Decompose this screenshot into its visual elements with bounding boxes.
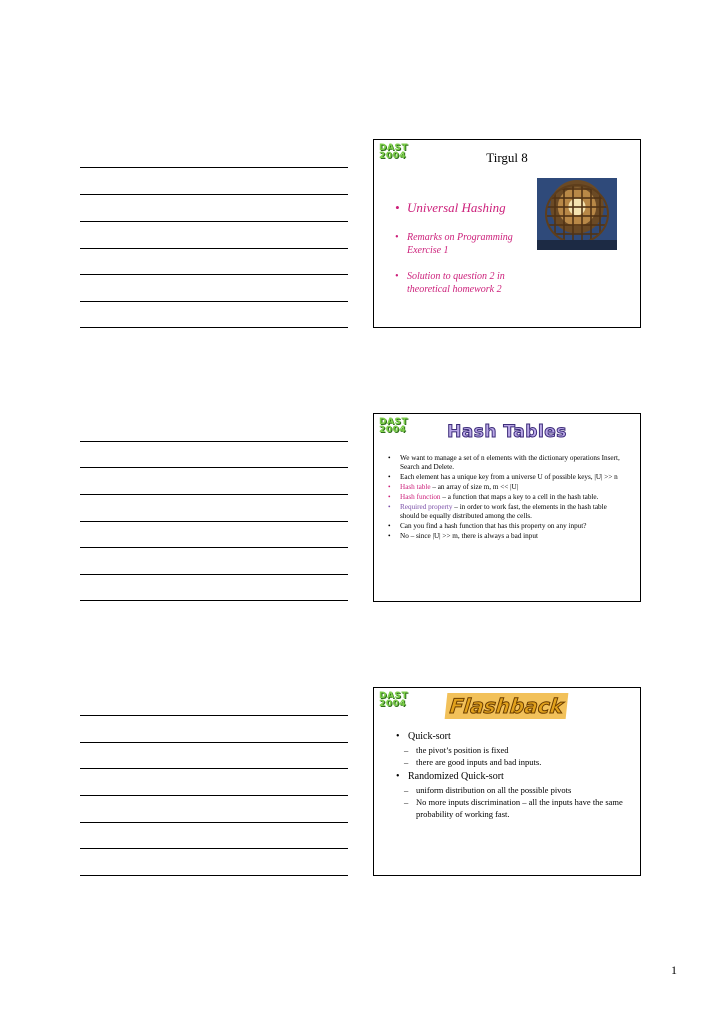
note-line xyxy=(80,547,348,548)
bullet-quick-sort: • Quick-sort xyxy=(396,731,451,742)
note-line xyxy=(80,742,348,743)
note-line xyxy=(80,875,348,876)
bullet-randomized-quick-sort: • Randomized Quick-sort xyxy=(396,771,504,782)
slide-title: Hash Tables xyxy=(447,422,567,442)
note-line xyxy=(80,301,348,302)
note-line xyxy=(80,467,348,468)
note-line xyxy=(80,327,348,328)
note-line xyxy=(80,441,348,442)
note-line xyxy=(80,248,348,249)
slide-3-bullets xyxy=(396,730,628,820)
dast-logo: DAST 2004 xyxy=(379,143,409,161)
slide-title: Flashback xyxy=(374,693,640,719)
note-line xyxy=(80,521,348,522)
bullet-item: • No – since |U| >> m, there is always a bad input xyxy=(388,532,538,540)
bullet-item: • Each element has a unique key from a universe U of possible keys, |U| >> n xyxy=(388,473,618,481)
dast-logo: DAST 2004 xyxy=(379,417,409,435)
page-number: 1 xyxy=(671,963,677,977)
slide-2-bullets xyxy=(388,454,626,541)
slide-1 xyxy=(373,139,641,328)
note-line xyxy=(80,574,348,575)
globe-sculpture-photo xyxy=(537,178,617,250)
note-line xyxy=(80,274,348,275)
bullet-item: • We want to manage a set of n elements with the dictionary operations Insert, Search and Delete. xyxy=(388,454,620,471)
note-line xyxy=(80,768,348,769)
note-line xyxy=(80,600,348,601)
bullet-hash-function: • Hash function – a function that maps a key to a cell in the hash table. xyxy=(388,493,599,501)
note-line xyxy=(80,194,348,195)
note-line xyxy=(80,221,348,222)
note-line xyxy=(80,822,348,823)
slide-3 xyxy=(373,687,641,876)
bullet-remarks: • Remarks on Programming Exercise 1 xyxy=(395,232,513,256)
sub-bullet: – the pivot’s position is fixed xyxy=(404,745,509,755)
slide-1-bullets xyxy=(395,200,540,296)
note-line xyxy=(80,167,348,168)
bullet-item: • Can you find a hash function that has this property on any input? xyxy=(388,522,587,530)
bullet-hash-table: • Hash table – an array of size m, m << |U| xyxy=(388,483,519,491)
slide-2 xyxy=(373,413,641,602)
note-line xyxy=(80,715,348,716)
sub-bullet: – No more inputs discrimination – all the inputs have the same probability of working fast. xyxy=(404,797,623,819)
sub-bullet: – uniform distribution on all the possible pivots xyxy=(404,785,572,795)
note-line xyxy=(80,494,348,495)
bullet-universal-hashing: • Universal Hashing xyxy=(395,200,506,215)
note-line xyxy=(80,795,348,796)
sub-bullet: – there are good inputs and bad inputs. xyxy=(404,757,542,767)
bullet-solution: • Solution to question 2 in theoretical homework 2 xyxy=(395,271,505,295)
dast-logo: DAST 2004 xyxy=(379,691,409,709)
slide-title: Tirgul 8 xyxy=(486,150,528,165)
bullet-required-property: • Required property – in order to work fast, the elements in the hash table should be equally distributed among the cells. xyxy=(388,503,607,520)
note-line xyxy=(80,848,348,849)
